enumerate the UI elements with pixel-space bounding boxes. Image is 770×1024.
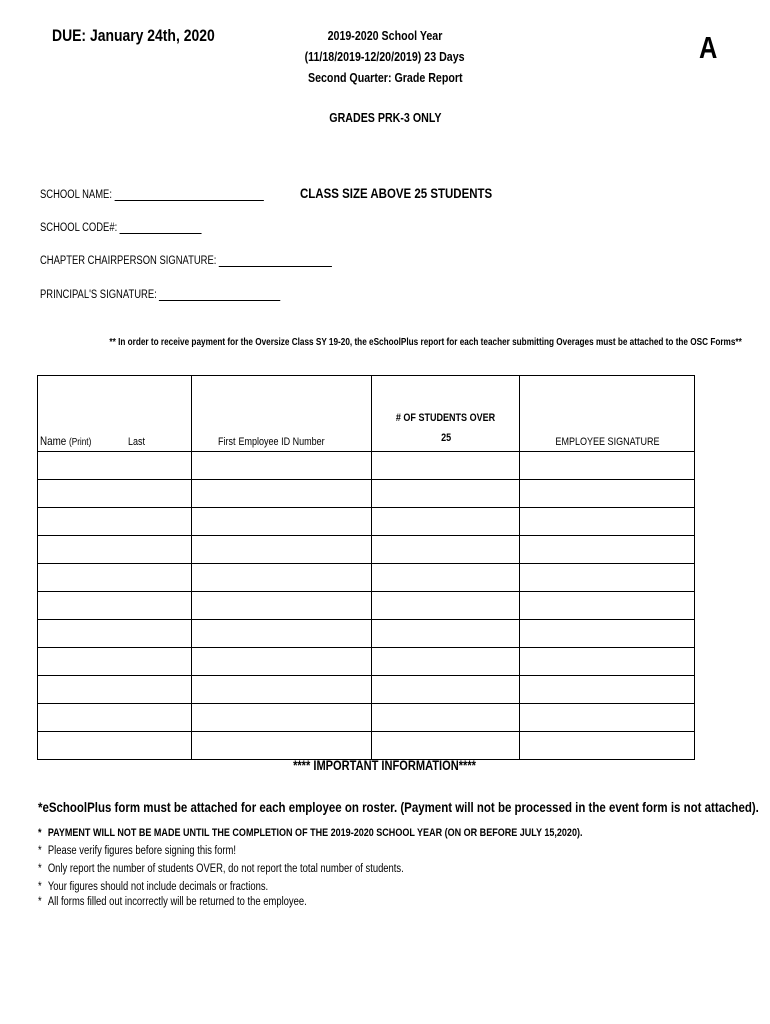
employee-id-cell[interactable]	[191, 676, 371, 704]
students-over-cell[interactable]	[372, 732, 520, 760]
name-cell[interactable]	[38, 676, 192, 704]
name-header: Name (Print) Last First	[38, 376, 192, 452]
principal-line[interactable]	[159, 288, 280, 301]
students-over-header: # OF STUDENTS OVER 25	[372, 376, 520, 452]
employee-id-cell[interactable]	[191, 732, 371, 760]
table-row	[38, 508, 695, 536]
school-code-label: SCHOOL CODE#:	[40, 222, 118, 234]
school-name-field[interactable]	[40, 188, 313, 201]
table-row	[38, 648, 695, 676]
students-over-cell[interactable]	[372, 564, 520, 592]
report-header	[270, 25, 500, 88]
signature-cell[interactable]	[520, 648, 695, 676]
school-code-field[interactable]	[40, 221, 237, 234]
due-date: DUE: January 24th, 2020	[52, 26, 215, 45]
employee-id-cell[interactable]	[191, 592, 371, 620]
table-row	[38, 564, 695, 592]
last-header: Last	[128, 436, 146, 448]
signature-cell[interactable]	[520, 732, 695, 760]
chapter-chair-line[interactable]	[219, 254, 332, 267]
school-name-label: SCHOOL NAME:	[40, 189, 112, 201]
payment-note: ** In order to receive payment for the Oversize Class SY 19-20, the eSchoolPlus report for each teacher submitting Overages must be attached to the OSC Forms**	[109, 337, 742, 348]
table-row	[38, 480, 695, 508]
employee-id-cell[interactable]	[191, 564, 371, 592]
list-item: * All forms filled out incorrectly will be returned to the employee.	[38, 896, 307, 908]
grades-title: GRADES PRK-3 ONLY	[328, 110, 442, 125]
employee-id-cell[interactable]	[191, 620, 371, 648]
name-cell[interactable]	[38, 536, 192, 564]
employee-id-cell[interactable]	[191, 704, 371, 732]
name-cell[interactable]	[38, 480, 192, 508]
signature-cell[interactable]	[520, 620, 695, 648]
students-over-cell[interactable]	[372, 452, 520, 480]
students-over-cell[interactable]	[372, 592, 520, 620]
signature-cell[interactable]	[520, 704, 695, 732]
name-cell[interactable]	[38, 648, 192, 676]
name-cell[interactable]	[38, 508, 192, 536]
principal-field[interactable]	[40, 288, 333, 301]
eschoolplus-notice: *eSchoolPlus form must be attached for each employee on roster. (Payment will not be processed in the event form is not attached).	[38, 799, 759, 815]
employee-id-cell[interactable]	[191, 536, 371, 564]
name-cell[interactable]	[38, 592, 192, 620]
students-over-cell[interactable]	[372, 536, 520, 564]
table-row	[38, 732, 695, 760]
school-code-line[interactable]	[120, 221, 202, 234]
report-type: Second Quarter: Grade Report	[307, 70, 463, 85]
employee-id-header: Employee ID Number	[191, 376, 371, 452]
signature-header: EMPLOYEE SIGNATURE	[520, 376, 695, 452]
signature-cell[interactable]	[520, 536, 695, 564]
signature-cell[interactable]	[520, 508, 695, 536]
signature-cell[interactable]	[520, 676, 695, 704]
signature-cell[interactable]	[520, 452, 695, 480]
name-cell[interactable]	[38, 620, 192, 648]
table-row	[38, 620, 695, 648]
chapter-chair-field[interactable]	[40, 254, 396, 267]
date-range: (11/18/2019-12/20/2019) 23 Days	[304, 49, 466, 64]
name-cell[interactable]	[38, 564, 192, 592]
employee-id-cell[interactable]	[191, 452, 371, 480]
school-name-line[interactable]	[114, 188, 263, 201]
name-cell[interactable]	[38, 732, 192, 760]
table-row	[38, 452, 695, 480]
students-over-cell[interactable]	[372, 704, 520, 732]
table-row	[38, 676, 695, 704]
form-letter: A	[699, 30, 718, 65]
principal-label: PRINCIPAL'S SIGNATURE:	[40, 289, 157, 301]
table-header-row	[38, 376, 695, 452]
chapter-chair-label: CHAPTER CHAIRPERSON SIGNATURE:	[40, 255, 217, 267]
list-item: * Please verify figures before signing this form!	[38, 845, 237, 857]
name-cell[interactable]	[38, 704, 192, 732]
signature-cell[interactable]	[520, 592, 695, 620]
employee-id-cell[interactable]	[191, 480, 371, 508]
list-item: * Your figures should not include decimals or fractions.	[38, 881, 269, 893]
important-heading: **** IMPORTANT INFORMATION****	[293, 758, 477, 773]
students-over-cell[interactable]	[372, 480, 520, 508]
employee-id-cell[interactable]	[191, 508, 371, 536]
table-row	[38, 536, 695, 564]
school-year: 2019-2020 School Year	[327, 28, 443, 43]
signature-cell[interactable]	[520, 480, 695, 508]
list-item: * Only report the number of students OVER, do not report the total number of students.	[38, 863, 404, 875]
students-over-cell[interactable]	[372, 620, 520, 648]
students-over-cell[interactable]	[372, 648, 520, 676]
signature-cell[interactable]	[520, 564, 695, 592]
first-header: First	[218, 436, 236, 448]
class-size-title: CLASS SIZE ABOVE 25 STUDENTS	[300, 185, 493, 201]
students-over-cell[interactable]	[372, 676, 520, 704]
table-row	[38, 704, 695, 732]
students-over-cell[interactable]	[372, 508, 520, 536]
employee-id-cell[interactable]	[191, 648, 371, 676]
list-item: * PAYMENT WILL NOT BE MADE UNTIL THE COMPLETION OF THE 2019-2020 SCHOOL YEAR (ON OR BEFORE JULY 15,2020).	[38, 827, 583, 839]
table-row	[38, 592, 695, 620]
name-cell[interactable]	[38, 452, 192, 480]
roster-table	[37, 375, 695, 760]
info-list	[38, 824, 702, 911]
